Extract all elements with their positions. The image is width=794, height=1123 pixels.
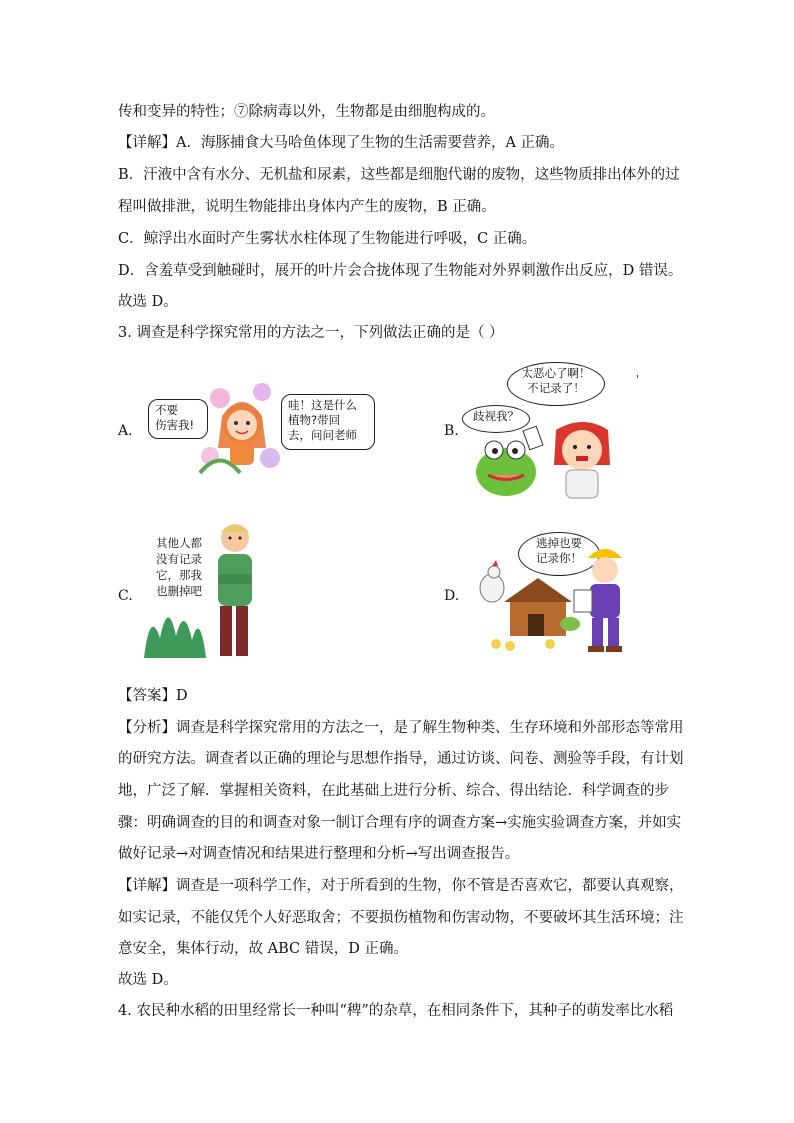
option-b-label: B. — [444, 423, 459, 439]
option-c-label: C. — [118, 588, 133, 604]
question-4: 4. 农民种水稻的田里经常长一种叫“稗”的杂草，在相同条件下，其种子的萌发率比水稻 — [118, 1003, 674, 1019]
option-d-label: D. — [444, 588, 460, 604]
text-line: 地，广泛了解．掌握相关资料，在此基础上进行分析、综合、得出结论．科学调查的步 — [118, 783, 669, 799]
bubble-text: 哇！这是什么 植物?带回 去，问问老师 — [288, 398, 357, 442]
text-line: 【详解】A．海豚捕食大马哈鱼体现了生物的生活需要营养，A 正确。 — [118, 135, 565, 151]
option-d-illustration — [470, 540, 640, 658]
answer: 【答案】D — [118, 688, 188, 704]
text-line: 骤：明确调查的目的和调查对象一制订合理有序的调查方案→实施实验调查方案，并如实 — [118, 815, 682, 831]
text-line: 如实记录，不能仅凭个人好恶取舍；不要损伤植物和伤害动物，不要破坏其生活环境；注 — [118, 910, 684, 926]
bubble-text: 太恶心了啊！ 不记录了！ — [521, 366, 591, 395]
speech-bubble-girl — [281, 394, 375, 450]
speech-bubble-flower — [148, 399, 208, 439]
bubble-text: 不要 伤害我! — [155, 403, 195, 432]
speech-bubble-girl — [507, 362, 605, 406]
bubble-text: 逃掉也要 记录你！ — [536, 536, 582, 565]
text-line: 程叫做排泄，说明生物能排出身体内产生的废物，B 正确。 — [118, 199, 496, 215]
option-c-text: 其他人都 没有记录 它，那我 也删掉吧 — [156, 536, 202, 598]
text-line: C．鲸浮出水面时产生雾状水柱体现了生物能进行呼吸，C 正确。 — [118, 231, 537, 247]
text-line: 故选 D。 — [118, 294, 178, 310]
text-line: B．汗液中含有水分、无机盐和尿素，这些都是细胞代谢的废物，这些物质排出体外的过 — [118, 167, 680, 183]
option-a-label: A. — [118, 423, 133, 439]
text-line: 的研究方法。调查者以正确的理论与思想作指导，通过访谈、问卷、测验等手段，有计划 — [118, 751, 684, 767]
option-b-illustration — [468, 420, 638, 502]
question-3: 3. 调查是科学探究常用的方法之一，下列做法正确的是（ ） — [118, 325, 504, 341]
text-line: 【详解】调查是一项科学工作，对于所看到的生物，你不管是否喜欢它，都要认真观察， — [118, 878, 684, 894]
text-line: 意安全，集体行动，故 ABC 错误，D 正确。 — [118, 941, 408, 957]
text-line: 故选 D。 — [118, 972, 178, 988]
decor-dot: ' — [636, 374, 639, 385]
text-line: 传和变异的特性；⑦除病毒以外，生物都是由细胞构成的。 — [118, 104, 495, 120]
text-line: 【分析】调查是科学探究常用的方法之一，是了解生物种类、生存环境和外部形态等常用 — [118, 720, 684, 736]
text-line: D．含羞草受到触碰时，展开的叶片会合拢体现了生物能对外界刺激作出反应，D 错误。 — [118, 263, 683, 279]
option-c-illustration — [140, 518, 260, 664]
text-line: 做好记录→对调查情况和结果进行整理和分析→写出调查报告。 — [118, 846, 520, 862]
bubble-text: 歧视我？ — [473, 409, 519, 423]
